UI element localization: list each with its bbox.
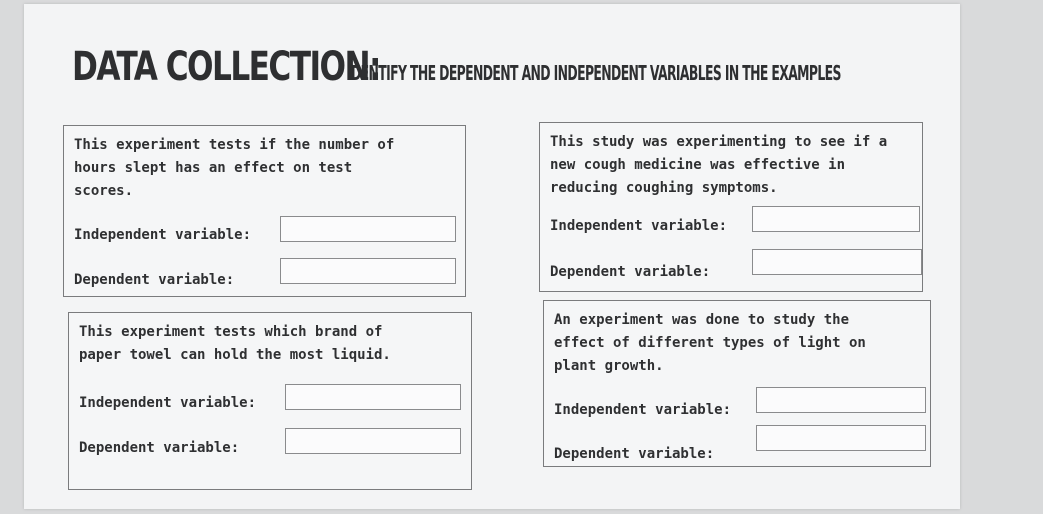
independent-variable-field[interactable] <box>280 216 456 242</box>
example-description: This experiment tests which brand of paper towel can hold the most liquid. <box>79 324 391 363</box>
independent-variable-field[interactable] <box>756 387 926 413</box>
independent-variable-field[interactable] <box>285 384 461 410</box>
dependent-variable-label: Dependent variable: <box>554 446 715 462</box>
title-instructions: IDENTIFY THE DEPENDENT AND INDEPENDENT VARIABLES IN THE EXAMPLES <box>347 61 841 85</box>
independent-variable-label: Independent variable: <box>554 402 732 418</box>
independent-variable-label: Independent variable: <box>550 218 728 234</box>
dependent-variable-field[interactable] <box>285 428 461 454</box>
dependent-variable-label: Dependent variable: <box>74 272 235 288</box>
example-description: This experiment tests if the number of hours slept has an effect on test scores. <box>74 137 395 199</box>
example-description: This study was experimenting to see if a new cough medicine was effective in reducing coughing symptoms. <box>550 134 888 196</box>
dependent-variable-field[interactable] <box>756 425 926 451</box>
dependent-variable-field[interactable] <box>752 249 922 275</box>
page-title <box>72 44 952 90</box>
dependent-variable-label: Dependent variable: <box>550 264 711 280</box>
example-card-paper-towel <box>68 312 472 490</box>
independent-variable-label: Independent variable: <box>79 395 257 411</box>
dependent-variable-label: Dependent variable: <box>79 440 240 456</box>
example-card-cough-medicine <box>539 122 923 292</box>
example-card-plant-light <box>543 300 931 467</box>
example-card-sleep <box>63 125 466 297</box>
independent-variable-label: Independent variable: <box>74 227 252 243</box>
example-description: An experiment was done to study the effect of different types of light on plant growth. <box>554 312 866 374</box>
independent-variable-field[interactable] <box>752 206 920 232</box>
dependent-variable-field[interactable] <box>280 258 456 284</box>
title-main: DATA COLLECTION: <box>72 44 380 90</box>
